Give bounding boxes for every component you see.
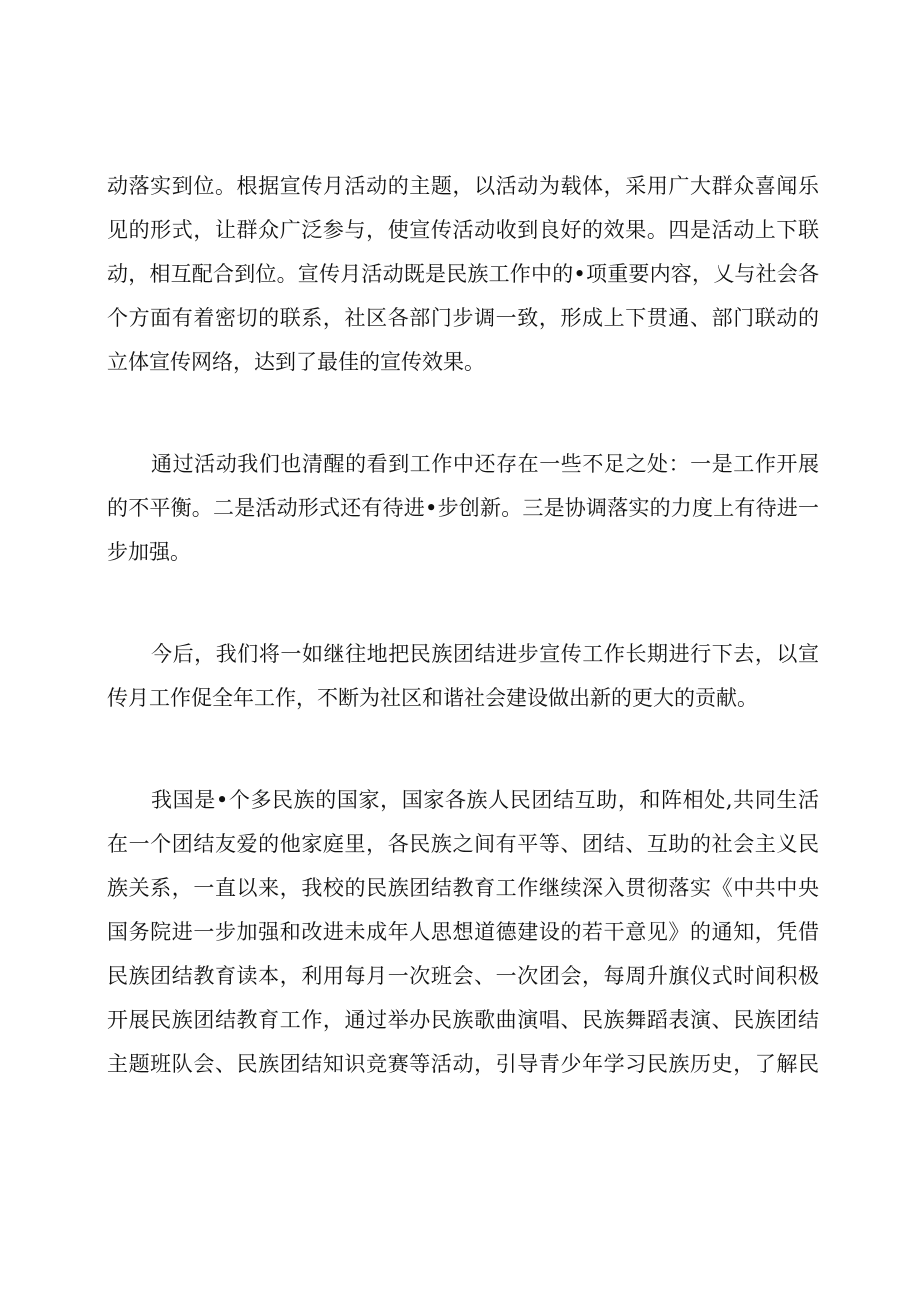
text-line: 在一个团结友爱的他家庭里，各民族之间有平等、团结、互助的社会主义民 [107,832,819,856]
text-line: 通过活动我们也清醒的看到工作中还存在一些不足之处：一是工作开展 [151,452,819,476]
text-line: 传月工作促全年工作，不断为社区和谐社会建设做出新的更大的贡献。 [107,686,758,710]
text-line: 立体宣传网络，达到了最佳的宣传效果。 [107,350,485,374]
text-line: 个方面有着密切的联系，社区各部门步调一致，形成上下贯通、部门联动的 [107,306,819,330]
text-line: 民族团结教育读本，利用每月一次班会、一次团会，每周升旗仪式时间积极 [107,964,819,988]
text-line: 国务院进一步加强和改进未成年人思想道德建设的若干意见》的通知，凭借 [107,920,819,944]
text-line: 开展民族团结教育工作，通过举办民族歌曲演唱、民族舞蹈表演、民族团结 [107,1008,819,1032]
text-line: 见的形式，让群众广泛参与，使宣传活动收到良好的效果。四是活动上下联 [107,218,819,242]
text-line: 族关系，一直以来，我校的民族团结教育工作继续深入贯彻落实《中共中央 [107,876,819,900]
text-line: 步加强。 [107,540,191,564]
text-line: 的不平衡。二是活动形式还有待进•步创新。三是协调落实的力度上有待进一 [107,496,819,520]
text-line: 动落实到位。根据宣传月活动的主题，以活动为载体，采用广大群众喜闻乐 [107,174,819,198]
text-line: 今后，我们将一如继往地把民族团结进步宣传工作长期进行下去，以宣 [151,642,819,666]
text-line: 主题班队会、民族团结知识竞赛等活动，引导青少年学习民族历史，了解民 [107,1052,819,1076]
text-line: 我国是•个多民族的国家，国家各族人民团结互助，和阵相处,共同生活 [151,788,819,812]
text-line: 动，相互配合到位。宣传月活动既是民族工作中的•项重要内容，乂与社会各 [107,262,819,286]
